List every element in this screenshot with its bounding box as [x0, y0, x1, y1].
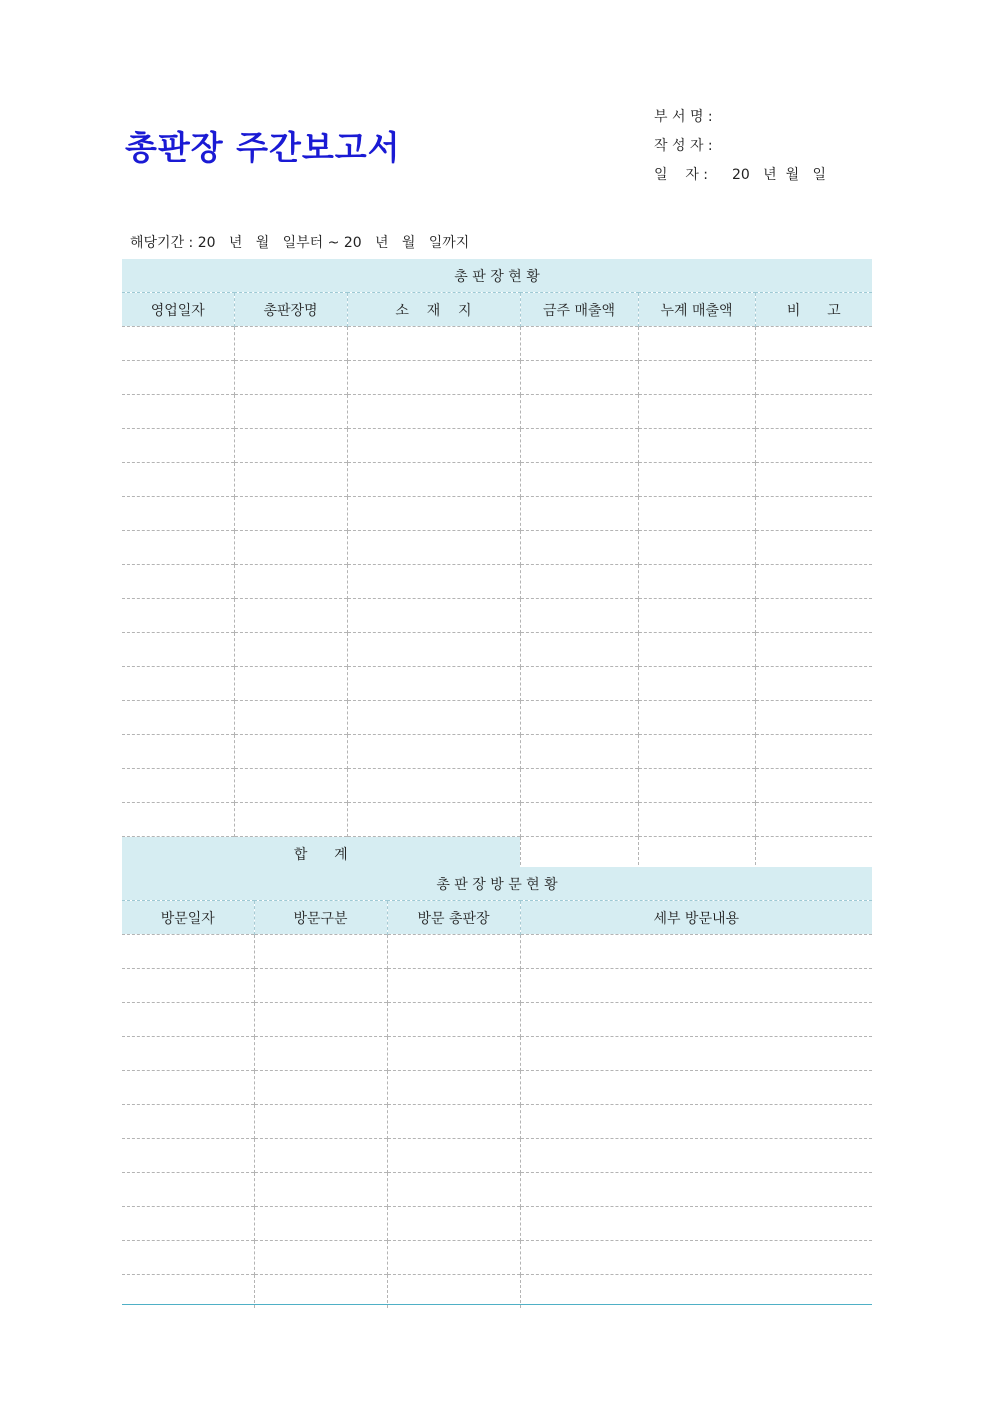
table-row: [122, 361, 872, 395]
table-cell[interactable]: [122, 395, 234, 429]
table-row: [122, 429, 872, 463]
table-cell[interactable]: [638, 803, 755, 837]
table-cell[interactable]: [122, 667, 234, 701]
table-cell[interactable]: [755, 803, 872, 837]
bottom-divider: [122, 1304, 872, 1305]
status-table: [122, 259, 872, 870]
table-cell[interactable]: [122, 1173, 254, 1207]
total-week-sales-cell[interactable]: [520, 837, 638, 871]
table-cell[interactable]: [347, 429, 520, 463]
table-cell[interactable]: [755, 667, 872, 701]
table-cell[interactable]: [234, 395, 347, 429]
table-cell[interactable]: [347, 769, 520, 803]
column-header: 방문 총판장: [387, 901, 520, 935]
table-cell[interactable]: [638, 769, 755, 803]
table-cell[interactable]: [520, 1071, 872, 1105]
table-cell[interactable]: [122, 463, 234, 497]
table-row: [122, 1241, 872, 1275]
table-cell[interactable]: [520, 565, 638, 599]
document-title: 총판장 주간보고서: [125, 128, 401, 167]
table-cell[interactable]: [122, 735, 234, 769]
table-cell[interactable]: [347, 327, 520, 361]
table-cell[interactable]: [638, 429, 755, 463]
table-cell[interactable]: [234, 463, 347, 497]
table-cell[interactable]: [755, 395, 872, 429]
table-row: [122, 735, 872, 769]
total-cumulative-sales-cell[interactable]: [638, 837, 755, 871]
column-header: 방문구분: [254, 901, 387, 935]
table-cell[interactable]: [347, 599, 520, 633]
table-row: [122, 1207, 872, 1241]
dept-row: [654, 103, 826, 132]
table-cell[interactable]: [520, 1207, 872, 1241]
table-cell[interactable]: [638, 599, 755, 633]
table-row: [122, 769, 872, 803]
table-cell[interactable]: [347, 497, 520, 531]
table-row: [122, 327, 872, 361]
column-header: 소 재 지: [347, 293, 520, 327]
table-cell[interactable]: [347, 531, 520, 565]
table-cell[interactable]: [755, 565, 872, 599]
table-cell[interactable]: [520, 361, 638, 395]
table-row: [122, 497, 872, 531]
table-row: [122, 667, 872, 701]
table-cell[interactable]: [520, 667, 638, 701]
table-cell[interactable]: [755, 463, 872, 497]
table-row: [122, 633, 872, 667]
table-cell[interactable]: [254, 1207, 387, 1241]
table-cell[interactable]: [520, 1173, 872, 1207]
table-cell[interactable]: [755, 769, 872, 803]
table-cell[interactable]: [755, 531, 872, 565]
table-cell[interactable]: [755, 429, 872, 463]
table-cell[interactable]: [122, 1207, 254, 1241]
table-cell[interactable]: [347, 667, 520, 701]
table-cell[interactable]: [122, 361, 234, 395]
table-cell[interactable]: [347, 361, 520, 395]
column-header: 금주 매출액: [520, 293, 638, 327]
table-cell[interactable]: [638, 327, 755, 361]
status-table-body: [122, 327, 872, 837]
author-row: [654, 132, 826, 161]
table-cell[interactable]: [755, 599, 872, 633]
table-cell[interactable]: [520, 1105, 872, 1139]
table-cell[interactable]: [347, 463, 520, 497]
table-cell[interactable]: [234, 599, 347, 633]
table-cell[interactable]: [520, 633, 638, 667]
report-period: 해당기간 : 20 년 월 일부터 ~ 20 년 월 일까지: [130, 235, 470, 251]
table-cell[interactable]: [122, 803, 234, 837]
table-cell[interactable]: [347, 701, 520, 735]
table-cell[interactable]: [638, 395, 755, 429]
table-cell[interactable]: [520, 429, 638, 463]
table-cell[interactable]: [520, 769, 638, 803]
table-cell[interactable]: [638, 531, 755, 565]
table-row: [122, 463, 872, 497]
table-cell[interactable]: [254, 1037, 387, 1071]
table-cell[interactable]: [122, 935, 254, 969]
table-cell[interactable]: [122, 1275, 254, 1309]
table-cell[interactable]: [387, 1003, 520, 1037]
table-cell[interactable]: [122, 1003, 254, 1037]
table-cell[interactable]: [254, 1139, 387, 1173]
table-cell[interactable]: [387, 1173, 520, 1207]
table-cell[interactable]: [638, 633, 755, 667]
table-cell[interactable]: [234, 769, 347, 803]
column-header: 총판장명: [234, 293, 347, 327]
table-row: [122, 935, 872, 969]
table-row: [122, 531, 872, 565]
visit-table: [122, 867, 872, 1308]
table-cell[interactable]: [122, 1241, 254, 1275]
table-cell[interactable]: [520, 327, 638, 361]
table-cell[interactable]: [520, 735, 638, 769]
table-cell[interactable]: [755, 327, 872, 361]
table-cell[interactable]: [234, 565, 347, 599]
table-row: [122, 565, 872, 599]
table-cell[interactable]: [122, 701, 234, 735]
table-cell[interactable]: [122, 327, 234, 361]
table-cell[interactable]: [520, 701, 638, 735]
table-cell[interactable]: [254, 935, 387, 969]
column-header: 영업일자: [122, 293, 234, 327]
table-cell[interactable]: [755, 735, 872, 769]
table-cell[interactable]: [122, 769, 234, 803]
column-header: 누계 매출액: [638, 293, 755, 327]
table-cell[interactable]: [254, 1173, 387, 1207]
table-cell[interactable]: [254, 1275, 387, 1309]
table-cell[interactable]: [520, 463, 638, 497]
table-cell[interactable]: [122, 599, 234, 633]
table-cell[interactable]: [234, 701, 347, 735]
table-row: [122, 1037, 872, 1071]
table-cell[interactable]: [387, 969, 520, 1003]
table-cell[interactable]: [638, 361, 755, 395]
column-header: 세부 방문내용: [653, 910, 740, 927]
table-cell[interactable]: [122, 1105, 254, 1139]
table-cell[interactable]: [520, 803, 638, 837]
table-cell[interactable]: [387, 1071, 520, 1105]
table-row: [122, 1071, 872, 1105]
document-meta: [654, 103, 826, 190]
table-cell[interactable]: [234, 361, 347, 395]
table-cell[interactable]: [520, 531, 638, 565]
table-cell[interactable]: [234, 667, 347, 701]
table-cell[interactable]: [638, 735, 755, 769]
table-cell[interactable]: [755, 633, 872, 667]
table-cell[interactable]: [234, 327, 347, 361]
table-cell[interactable]: [520, 969, 872, 1003]
total-row: [122, 837, 872, 871]
author-label: 작 성 자 :: [654, 138, 713, 154]
column-header: 방문일자: [122, 901, 254, 935]
table-cell[interactable]: [387, 1037, 520, 1071]
table-cell[interactable]: [347, 735, 520, 769]
table-cell[interactable]: [520, 1139, 872, 1173]
table-row: [122, 1139, 872, 1173]
visit-section-title: 총 판 장 방 문 현 황: [122, 867, 872, 901]
table-cell[interactable]: [347, 803, 520, 837]
date-value: 20 년 월 일: [732, 167, 826, 183]
date-label: 일 자 :: [654, 167, 709, 183]
visit-column-headers: [122, 901, 872, 935]
table-cell[interactable]: [520, 1003, 872, 1037]
table-cell[interactable]: [347, 633, 520, 667]
table-cell[interactable]: [254, 1241, 387, 1275]
column-header: 비 고: [786, 302, 841, 319]
table-cell[interactable]: [520, 1275, 872, 1309]
table-cell[interactable]: [234, 633, 347, 667]
table-cell[interactable]: [520, 395, 638, 429]
table-cell[interactable]: [234, 531, 347, 565]
table-cell[interactable]: [520, 1037, 872, 1071]
table-row: [122, 1173, 872, 1207]
table-row: [122, 701, 872, 735]
table-cell[interactable]: [347, 395, 520, 429]
table-cell[interactable]: [122, 633, 234, 667]
table-cell[interactable]: [387, 935, 520, 969]
table-row: [122, 1003, 872, 1037]
table-cell[interactable]: [254, 1105, 387, 1139]
table-cell[interactable]: [234, 803, 347, 837]
table-cell[interactable]: [254, 1003, 387, 1037]
table-row: [122, 599, 872, 633]
table-cell[interactable]: [347, 565, 520, 599]
table-row: [122, 803, 872, 837]
status-section-title: 총 판 장 현 황: [122, 259, 872, 293]
table-cell[interactable]: [638, 667, 755, 701]
table-cell[interactable]: [638, 701, 755, 735]
table-cell[interactable]: [387, 1241, 520, 1275]
table-cell[interactable]: [234, 429, 347, 463]
table-cell[interactable]: [520, 599, 638, 633]
table-row: [122, 1105, 872, 1139]
table-cell[interactable]: [638, 565, 755, 599]
total-note-cell[interactable]: [755, 837, 872, 871]
table-cell[interactable]: [755, 361, 872, 395]
table-cell[interactable]: [122, 429, 234, 463]
table-row: [122, 1275, 872, 1309]
table-cell[interactable]: [638, 497, 755, 531]
table-cell[interactable]: [387, 1275, 520, 1309]
table-cell[interactable]: [122, 531, 234, 565]
table-cell[interactable]: [520, 1241, 872, 1275]
table-cell[interactable]: [234, 735, 347, 769]
table-cell[interactable]: [387, 1139, 520, 1173]
table-cell[interactable]: [520, 935, 872, 969]
dept-label: 부 서 명 :: [654, 109, 713, 125]
table-cell[interactable]: [122, 497, 234, 531]
table-cell[interactable]: [755, 497, 872, 531]
status-column-headers: [122, 293, 872, 327]
table-cell[interactable]: [254, 969, 387, 1003]
table-cell[interactable]: [122, 1037, 254, 1071]
table-cell[interactable]: [387, 1105, 520, 1139]
table-row: [122, 395, 872, 429]
table-cell[interactable]: [520, 497, 638, 531]
table-cell[interactable]: [122, 969, 254, 1003]
date-row: [654, 161, 826, 190]
table-cell[interactable]: [122, 565, 234, 599]
table-row: [122, 969, 872, 1003]
visit-table-body: [122, 935, 872, 1309]
table-cell[interactable]: [234, 497, 347, 531]
table-cell[interactable]: [755, 701, 872, 735]
table-cell[interactable]: [122, 1071, 254, 1105]
table-cell[interactable]: [254, 1071, 387, 1105]
total-label: 합 계: [122, 837, 520, 871]
table-cell[interactable]: [638, 463, 755, 497]
table-cell[interactable]: [122, 1139, 254, 1173]
table-cell[interactable]: [387, 1207, 520, 1241]
